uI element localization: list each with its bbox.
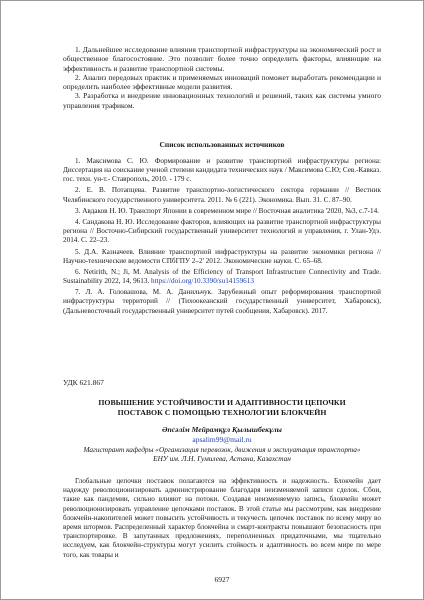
intro-paragraph: 2. Анализ передовых практик и применяемых инноваций поможет выработать рекомендации и определить наиболее эффективные модели развития. [63, 72, 381, 92]
article-title-line: ПОСТАВОК С ПОМОЩЬЮ ТЕХНОЛОГИИ БЛОКЧЕЙН [117, 408, 327, 417]
reference-item: 5. Д.А. Казначеев. Влияние транспортной инфраструктуры на развитие экономики региона // Научно-технические ведомости СПбГПУ 2–2' 2012. Экономические науки. С. 65–68. [63, 247, 381, 265]
reference-item: 3. Авдаков Н. Ю. Транспорт Японии в современном мире // Восточная аналитика '2020, №3, с.7-14. [75, 206, 379, 215]
intro-section [63, 45, 381, 110]
author-email-link[interactable]: apsalim99@mail.ru [192, 435, 252, 444]
intro-paragraph: 3. Разработка и внедрение инновационных технологий и решений, таких как системы умного управления трафиком. [63, 91, 381, 110]
page-number: 6927 [214, 575, 230, 584]
affiliation-line: ЕНУ им. Л.Н. Гумилева, Астана, Казахстан [153, 454, 291, 463]
reference-item: 1. Максимова С. Ю. Формирование и развитие транспортной инфраструктуры региона: Диссертация на соискание ученой степени кандидата технических наук / Максимова С.Ю; Сев.-Кавказ. гос. техн. ун-т.- Ставрополь, 2010. - 179 с. [63, 157, 381, 184]
reference-item: 2. Е. В. Потапцева. Развитие транспортно-логистического сектора германии // Вестник Челябинского государственного университета. 2011. № 6 (221). Экономика. Вып. 31. С. 87–90. [63, 186, 381, 204]
reference-item: 4. Сандакова Н. Ю. Исследование факторов, влияющих на развитие транспортной инфраструктуры региона // Восточно-Сибирский государственный университет технологий и управления, г. Улан-Удэ. 2014. С. 22–23. [63, 218, 381, 245]
affiliation-line: Магистрант кафедры «Организация перевозок, движения и эксплуатация транспорта» [83, 445, 361, 454]
references-title: Список использованных источников [159, 140, 285, 149]
body-paragraph: Глобальные цепочки поставок полагаются на эффективность и надежность. Блокчейн дает надежду революционизировать администрирование благодаря неизменяемой записи сделок. Сбои, такие как пандемии, сильно влияют на потоки. Создавая неизменяемую запись, блокчейн может революционизировать управление цепочками поставок. В этой статье мы рассмотрим, как внедрение блокчейн-накопителей может повысить устойчивость и текучесть цепочек поставок по всему миру во время штормов. Распределенный характер блокчейна и смарт-контракты повышают безопасность при транспортировке. В запутанных предложениях, переполненных придаточными, мы тщательно исследуем, как блокчейн-структуры могут усилить стойкость и адаптивность во всем мире по мере того, как товары и [63, 477, 381, 559]
reference-item: 6. Netirith, N.; Ji, M. Analysis of the Efficiency of Transport Infrastructure Connectivity and Trade. Sustainability 2022, 14, 9613. https://doi.org/10.3390/su14159613 [63, 267, 381, 286]
author-affiliation [63, 445, 381, 463]
article-title [63, 398, 381, 418]
author-name: Әпсәлім Мейрамқұл Қылышбекұлы [162, 425, 282, 434]
doi-link[interactable]: https://doi.org/10.3390/su14159613 [151, 277, 254, 286]
references-list [63, 157, 381, 318]
udk-code: УДК 621.867 [63, 378, 104, 387]
intro-paragraph: 1. Дальнейшее исследование влияния транспортной инфраструктуры на экономический рост и общественное благосостояние. Это позволит более точно определить факторы, влияющие на эффективность и развитие транспортной системы. [63, 45, 381, 73]
reference-item: 7. Л. А. Головашова, М. А. Данильчук. Зарубежный опыт реформирования транспортной инфраструктуры территорий // (Тихоокеанский государственный университет, Хабаровск), (Дальневосточный государственный университет путей сообщения, Хабаровск). 2017. [63, 288, 381, 315]
article-title-line: ПОВЫШЕНИЕ УСТОЙЧИВОСТИ И АДАПТИВНОСТИ ЦЕПОЧКИ [98, 398, 346, 407]
